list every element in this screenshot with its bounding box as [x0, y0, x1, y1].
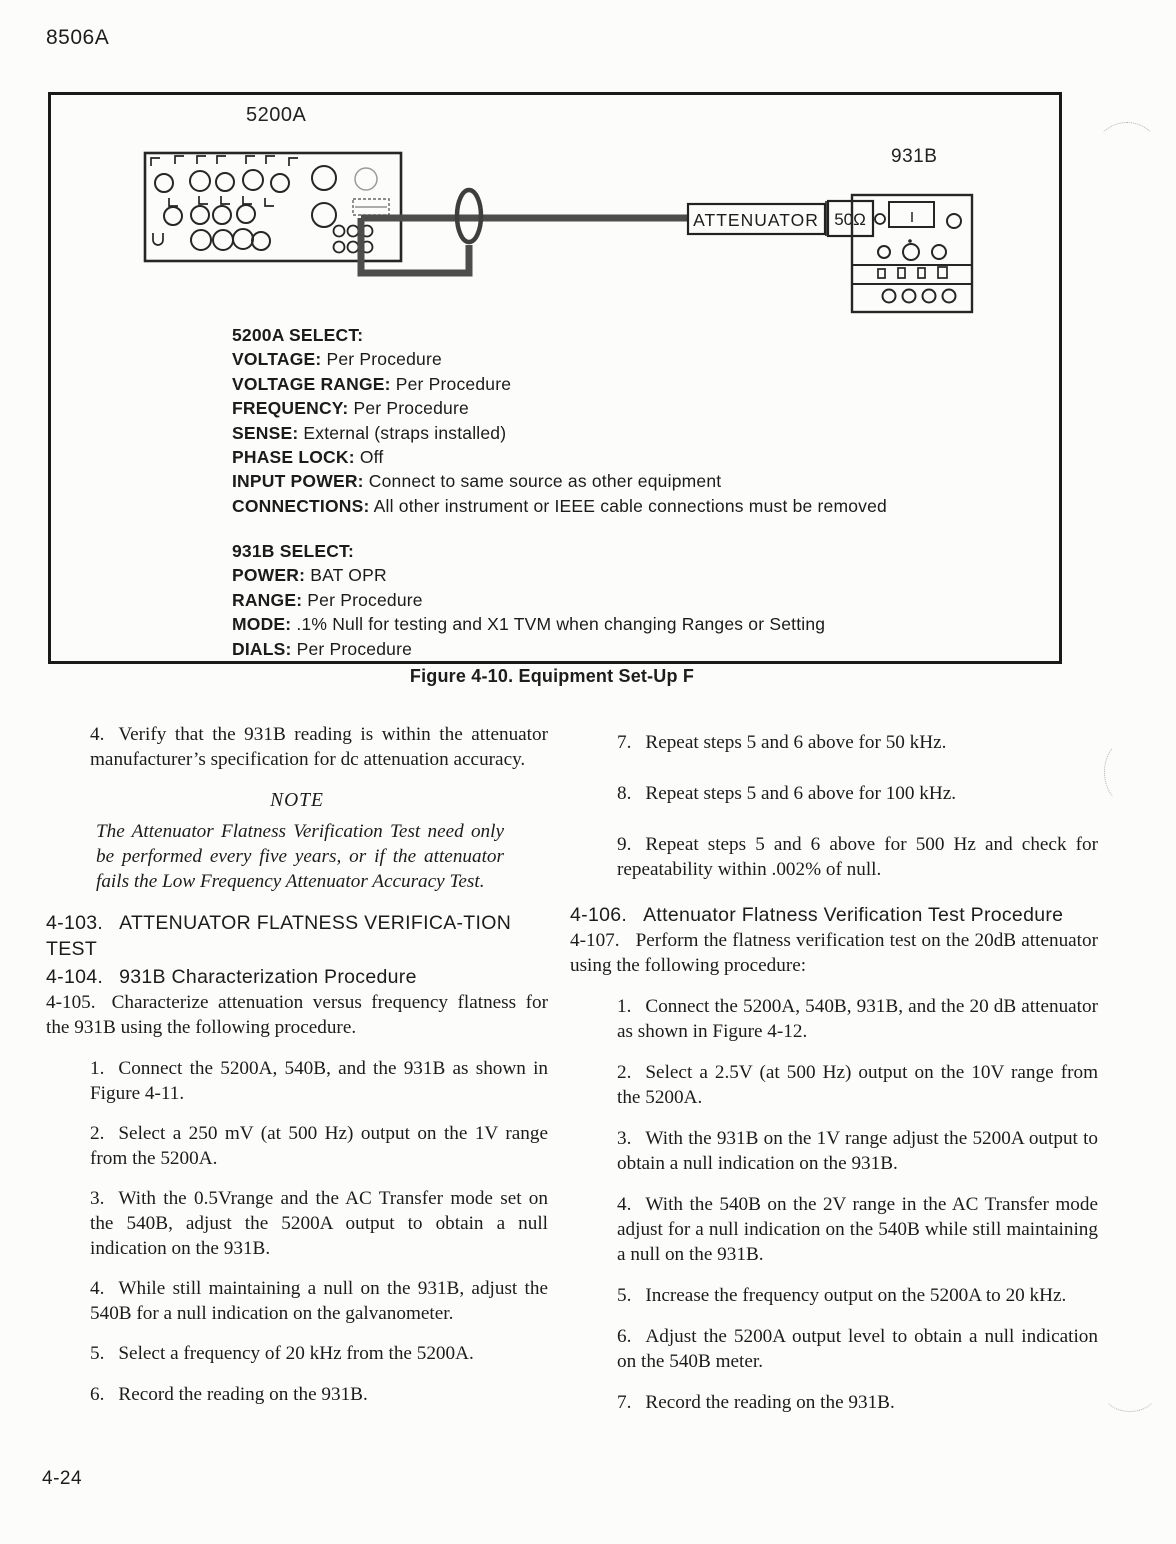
settings-931b — [232, 539, 825, 661]
note-title: NOTE — [270, 790, 324, 811]
settings-5200a-title: 5200A SELECT: — [232, 325, 364, 345]
procedure-step: 5. Select a frequency of 20 kHz from the 5200A. — [90, 1343, 474, 1364]
settings-5200a — [232, 323, 887, 518]
setting-line: POWER: BAT OPR — [232, 565, 387, 586]
label-5200a: 5200A — [246, 104, 307, 126]
setting-line: PHASE LOCK: Off — [232, 447, 384, 468]
procedure-step: 1. Connect the 5200A, 540B, 931B, and the 20 dB attenuator as shown in Figure 4-12. — [617, 996, 1098, 1042]
heading-4-106: 4-106. Attenuator Flatness Verification Test Procedure — [570, 904, 1064, 926]
knob-marks — [153, 233, 163, 245]
attenuator-label: ATTENUATOR — [693, 210, 819, 230]
procedure-step: 6. Adjust the 5200A output level to obtain a null indication on the 540B meter. — [617, 1326, 1098, 1372]
para-4-107: 4-107. Perform the flatness verification test on the 20dB attenuator using the following procedure: — [570, 930, 1098, 976]
para-4-105: 4-105. Characterize attenuation versus frequency flatness for the 931B using the following procedure. — [46, 992, 548, 1038]
label-931b: 931B — [891, 146, 938, 167]
setting-line: VOLTAGE RANGE: Per Procedure — [232, 373, 512, 394]
procedure-step: 2. Select a 250 mV (at 500 Hz) output on the 1V range from the 5200A. — [90, 1123, 548, 1169]
procedure-step: 2. Select a 2.5V (at 500 Hz) output on the 10V range from the 5200A. — [617, 1062, 1098, 1108]
figure-4-10-box — [48, 92, 1062, 664]
scan-artifact — [1094, 122, 1160, 184]
knob-marks — [169, 196, 274, 206]
procedure-step: 3. With the 0.5Vrange and the AC Transfer mode set on the 540B, adjust the 5200A output to obtain a null indication on the 931B. — [90, 1188, 548, 1259]
setting-line: INPUT POWER: Connect to same source as other equipment — [232, 471, 722, 492]
setting-line: VOLTAGE: Per Procedure — [232, 349, 442, 370]
setting-line: SENSE: External (straps installed) — [232, 422, 507, 443]
setting-line: FREQUENCY: Per Procedure — [232, 398, 469, 419]
figure-caption: Figure 4-10. Equipment Set-Up F — [409, 666, 695, 686]
scan-artifact — [1104, 740, 1150, 804]
procedure-step: 6. Record the reading on the 931B. — [90, 1384, 368, 1405]
knob-marks — [151, 156, 298, 166]
setting-line: RANGE: Per Procedure — [232, 589, 423, 610]
doc-number: 8506A — [46, 26, 110, 49]
settings-931b-title: 931B SELECT: — [232, 541, 355, 561]
setting-line: MODE: .1% Null for testing and X1 TVM when changing Ranges or Setting — [232, 614, 826, 635]
coax-cable — [361, 218, 688, 273]
procedure-step: 4. With the 540B on the 2V range in the AC Transfer mode adjust for a null indication on the 540B while still maintaining a null on the 931B. — [617, 1194, 1098, 1265]
procedure-step: 8. Repeat steps 5 and 6 above for 100 kHz. — [617, 783, 957, 804]
attenuator-output-connector — [875, 214, 885, 224]
procedure-step: 3. With the 931B on the 1V range adjust the 5200A output to obtain a null indication on the 931B. — [617, 1128, 1098, 1174]
attenuator-impedance-label: 50Ω — [834, 210, 866, 229]
procedure-step: 5. Increase the frequency output on the 5200A to 20 kHz. — [617, 1285, 1067, 1306]
setting-line: DIALS: Per Procedure — [232, 638, 413, 659]
heading-4-104: 4-104. 931B Characterization Procedure — [46, 966, 417, 988]
terminal-row — [883, 290, 956, 303]
procedure-step: 4. While still maintaining a null on the 931B, adjust the 540B for a null indication on the galvanometer. — [90, 1278, 548, 1324]
procedure-step: 4. Verify that the 931B reading is within the attenuator manufacturer’s specification for dc attenuation accuracy. — [90, 724, 548, 770]
procedure-step: 1. Connect the 5200A, 540B, and the 931B as shown in Figure 4-11. — [90, 1058, 548, 1104]
switch-row — [878, 267, 947, 278]
right-column — [570, 718, 1098, 1415]
setting-line: CONNECTIONS: All other instrument or IEEE cable connections must be removed — [232, 495, 887, 516]
procedure-step: 9. Repeat steps 5 and 6 above for 500 Hz and check for repeatability within .002% of null. — [617, 834, 1098, 880]
procedure-step: 7. Record the reading on the 931B. — [617, 1392, 895, 1413]
scan-artifact — [1100, 1362, 1160, 1412]
note-body: The Attenuator Flatness Verification Test need only be performed every five years, or if the attenuator fails the Low Frequency Attenuator Accuracy Test. — [96, 821, 504, 892]
binding-posts — [334, 226, 373, 253]
left-column — [46, 718, 548, 1407]
procedure-step: 7. Repeat steps 5 and 6 above for 50 kHz. — [617, 732, 947, 753]
page-number: 4-24 — [42, 1468, 83, 1489]
heading-4-103: 4-103. ATTENUATOR FLATNESS VERIFICA-TION TEST — [46, 912, 512, 960]
